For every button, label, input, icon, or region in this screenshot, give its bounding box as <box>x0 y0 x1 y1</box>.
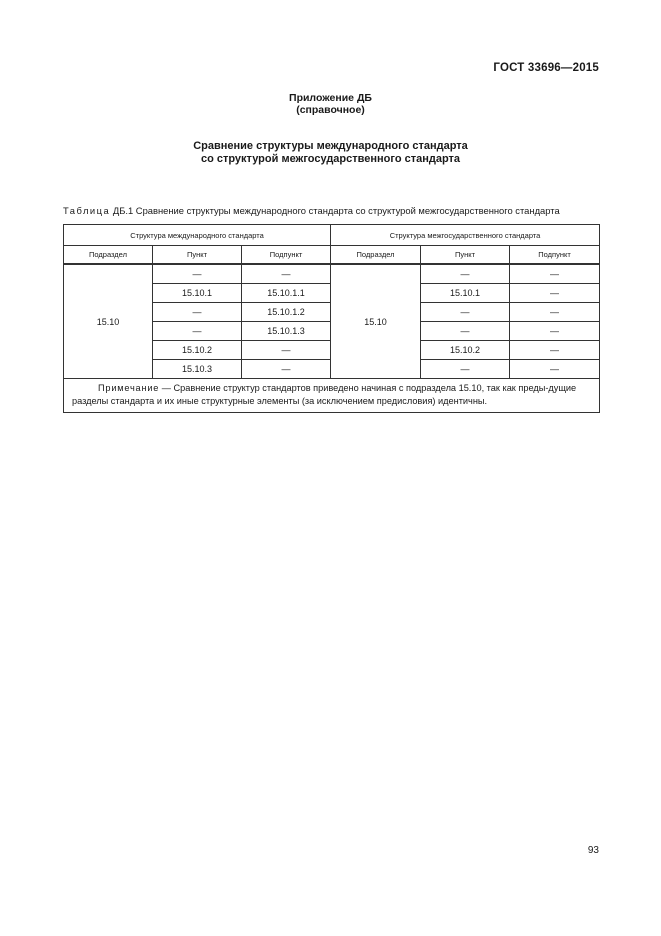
appendix-title: Приложение ДБ <box>289 92 372 104</box>
appendix-heading <box>0 92 661 116</box>
subclause-cell-interstate: — <box>510 264 600 284</box>
subclause-cell-intl: — <box>242 360 331 379</box>
subclause-cell-intl: — <box>242 264 331 284</box>
note-label: Примечание <box>98 383 160 393</box>
subsection-cell-interstate: 15.10 <box>331 264 421 379</box>
appendix-type: (справочное) <box>296 104 365 116</box>
clause-cell-intl: — <box>153 322 242 341</box>
clause-cell-interstate: — <box>421 264 510 284</box>
section-title <box>0 140 661 166</box>
group-header-interstate: Структура межгосударственного стандарта <box>331 225 600 246</box>
clause-cell-interstate: — <box>421 360 510 379</box>
section-title-line1: Сравнение структуры международного стандарта <box>193 140 468 152</box>
col-header-clause-intl: Пункт <box>153 246 242 265</box>
subclause-cell-interstate: — <box>510 303 600 322</box>
table-caption-text: ДБ.1 Сравнение структуры международного стандарта со структурой межгосударственного стандарта <box>110 205 560 216</box>
clause-cell-intl: — <box>153 303 242 322</box>
clause-cell-interstate: — <box>421 303 510 322</box>
clause-cell-intl: — <box>153 264 242 284</box>
col-header-subsection-intl: Подраздел <box>64 246 153 265</box>
subclause-cell-interstate: — <box>510 284 600 303</box>
subclause-cell-intl: 15.10.1.2 <box>242 303 331 322</box>
clause-cell-intl: 15.10.2 <box>153 341 242 360</box>
subclause-cell-intl: 15.10.1.3 <box>242 322 331 341</box>
comparison-table <box>63 224 600 413</box>
subclause-cell-intl: 15.10.1.1 <box>242 284 331 303</box>
clause-cell-interstate: 15.10.2 <box>421 341 510 360</box>
table-note <box>64 379 600 413</box>
document-code: ГОСТ 33696—2015 <box>493 62 599 74</box>
table-note-row <box>64 379 600 413</box>
group-header-international: Структура международного стандарта <box>64 225 331 246</box>
table-row <box>64 264 600 284</box>
subclause-cell-interstate: — <box>510 360 600 379</box>
table-column-header-row <box>64 246 600 265</box>
table-caption-label: Таблица <box>63 205 111 216</box>
subsection-cell-intl: 15.10 <box>64 264 153 379</box>
clause-cell-interstate: — <box>421 322 510 341</box>
subclause-cell-interstate: — <box>510 341 600 360</box>
col-header-clause-interstate: Пункт <box>421 246 510 265</box>
clause-cell-intl: 15.10.1 <box>153 284 242 303</box>
col-header-subsection-interstate: Подраздел <box>331 246 421 265</box>
subclause-cell-intl: — <box>242 341 331 360</box>
table-caption <box>63 205 560 216</box>
col-header-subclause-interstate: Подпункт <box>510 246 600 265</box>
note-text: — Сравнение структур стандартов приведено начиная с подраздела 15.10, так как преды-дущие разделы стандарта и их иные структурные элементы (за исключением предисловия) идентичны. <box>72 383 577 406</box>
section-title-line2: со структурой межгосударственного стандарта <box>200 153 461 165</box>
subclause-cell-interstate: — <box>510 322 600 341</box>
table-group-header-row <box>64 225 600 246</box>
clause-cell-interstate: 15.10.1 <box>421 284 510 303</box>
col-header-subclause-intl: Подпункт <box>242 246 331 265</box>
page-number: 93 <box>587 845 599 856</box>
clause-cell-intl: 15.10.3 <box>153 360 242 379</box>
